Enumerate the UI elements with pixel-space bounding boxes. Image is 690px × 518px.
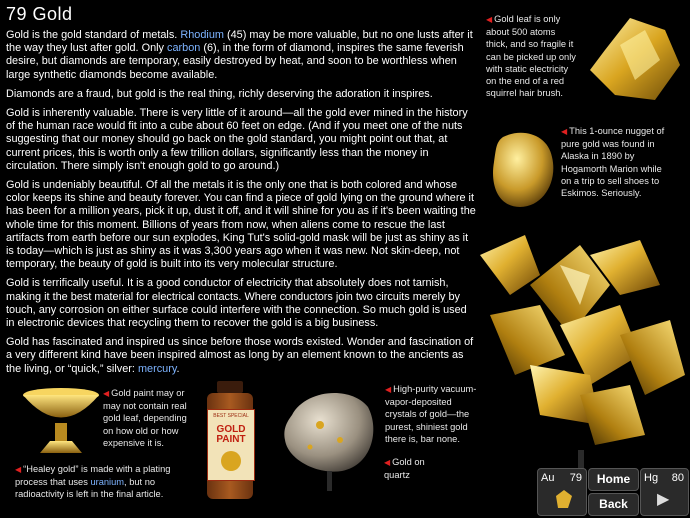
next-arrow-icon: ▶ — [657, 491, 670, 508]
paragraph-1: Gold is the gold standard of metals. Rhodium (45) may be more valuable, but no one lusts after it the way they lust after gold. Only carbon (6), in the form of diamond, inspires the same feverish desire, but diamonds are temporary, easily destroyed by heat, and soon to be worthless when large synthetic diamonds become available. — [6, 29, 473, 81]
current-symbol: Au — [541, 472, 555, 484]
page-title: 79 Gold — [6, 4, 73, 24]
gold-bowl-image — [20, 385, 102, 455]
uranium-link[interactable]: uranium — [90, 477, 125, 488]
label-emblem — [221, 451, 241, 471]
pointer-arrow-icon: ◀ — [384, 458, 391, 467]
home-button[interactable]: Home — [588, 468, 639, 491]
gold-crystals-image — [470, 225, 690, 505]
back-button[interactable]: Back — [588, 493, 639, 516]
gold-paint-caption: ◀ Gold paint may or may not contain real gold leaf, depending on how old or how expensive it is. — [103, 388, 187, 448]
article-body — [6, 29, 478, 382]
paragraph-2: Diamonds are a fraud, but gold is the real thing, richly deserving the adoration it inspires. — [6, 87, 433, 100]
next-symbol: Hg — [644, 472, 659, 484]
paragraph-5: Gold is terrifically useful. It is a good conductor of electricity that absolutely does not tarnish, making it the best material for electrical contacts. Where conductors join two circuits merely by touch, any corrosion on either surface could interfere with the connection. So much gold is used in electronic devices that recycling them to recover the gold is a big business. — [6, 277, 467, 330]
gold-thumbnail-icon — [552, 488, 574, 510]
quartz-caption: ◀ Gold on quartz — [384, 457, 425, 481]
bottle-cap — [217, 381, 243, 393]
next-number: 80 — [671, 472, 684, 484]
mercury-link[interactable]: mercury — [137, 362, 177, 375]
paragraph-3: Gold is inherently valuable. There is very little of it around—all the gold ever mined in the history of the human race would fit into a cube about 60 feet on edge. (And if you meet one of the nuts suggesting that our money should go back on the gold standard, you might point out that, at current prices, this is worth only a few trillion dollars, significantly less than the money in circulation. There simply isn't enough gold to go around.) — [6, 107, 468, 172]
pointer-arrow-icon: ◀ — [385, 385, 392, 394]
pointer-arrow-icon: ◀ — [15, 465, 22, 474]
pointer-arrow-icon: ◀ — [561, 127, 568, 136]
gold-nugget-image — [488, 127, 558, 211]
gold-leaf-caption: ◀ Gold leaf is only about 500 atoms thick, and so fragile it can be picked up only with static electricity on the end of a red squirrel hair brush. — [486, 14, 576, 99]
bottle-label: BEST SPECIAL GOLD PAINT — [207, 409, 255, 481]
next-element-tile[interactable] — [640, 468, 689, 516]
pointer-arrow-icon: ◀ — [103, 389, 110, 398]
paragraph-4: Gold is undeniably beautiful. Of all the metals it is the only one that is both colored and whose color keeps its shine and beauty forever. You can find a piece of gold lying on the ground where it has been for a million years, pick it up, dust it off, and it will shine for you as if it's been waiting the whole time for this moment. Billions of years from now, when aliens come to rescue the last artifacts from earth before our sun explodes, King Tut's solid-gold mask will be just as shiny as it is today—which is just as shiny as it was 3,300 years ago when it was new. Not skin-deep, not temporary, the beauty of gold is built into its very molecular structure. — [6, 179, 476, 271]
nugget-caption: ◀ This 1-ounce nugget of pure gold was found in Alaska in 1890 by Hogamorth Marion while on a trip to sell shoes to Eskimos. Seriously. — [561, 126, 665, 199]
pointer-arrow-icon: ◀ — [486, 15, 493, 24]
gold-leaf-image — [585, 10, 685, 108]
gold-paint-bottle — [203, 381, 257, 501]
carbon-link[interactable]: carbon — [167, 42, 201, 55]
crystals-caption: ◀ High-purity vacuum-vapor-deposited crystals of gold—the purest, shiniest gold there is, bar none. — [385, 384, 477, 444]
gold-on-quartz-image — [280, 385, 380, 495]
healey-gold-caption: ◀ “Healey gold” is made with a plating process that uses uranium, but no radioactivity is left in the final article. — [15, 464, 171, 500]
current-element-tile[interactable] — [537, 468, 587, 516]
paragraph-6: Gold has fascinated and inspired us since before those words existed. Wonder and fascination of a very different kind have been inspired almost as long by an element known to the ancients as the living, or “quick,” silver: mercury. — [6, 336, 474, 375]
current-number: 79 — [569, 472, 582, 484]
rhodium-link[interactable]: Rhodium — [180, 29, 224, 41]
